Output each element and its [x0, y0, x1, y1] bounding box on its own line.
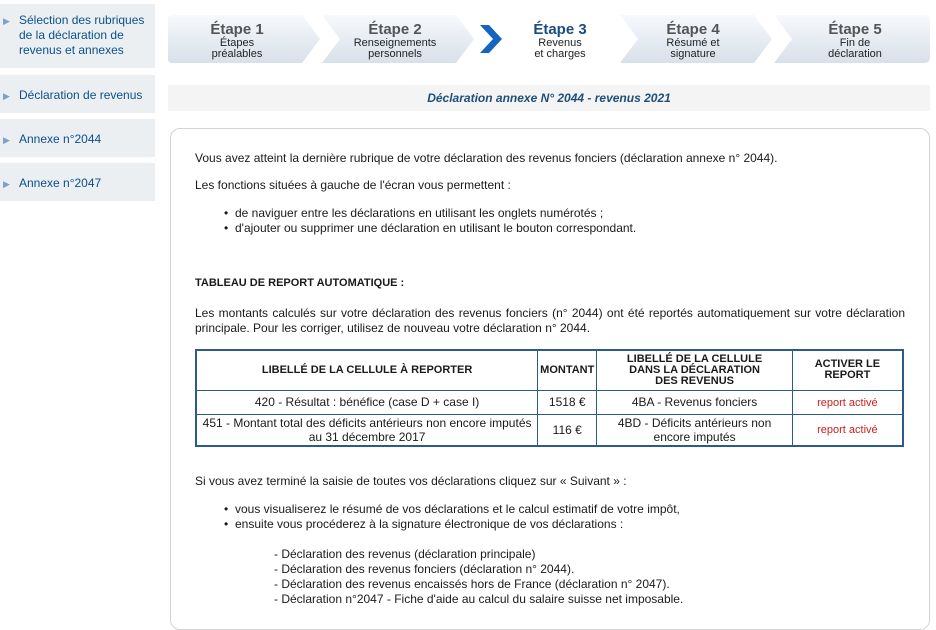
content-panel [170, 128, 930, 630]
step-number: Étape 3 [533, 21, 587, 38]
progress-steps [168, 12, 930, 66]
step-number: Étape 1 [210, 21, 264, 38]
cell-amount: 1518 € [538, 390, 597, 414]
list-item: • de naviguer entre les déclarations en utilisant les onglets numérotés ; [195, 206, 905, 221]
step-3-active [476, 15, 624, 63]
sidebar-item-label: Annexe n°2044 [19, 132, 102, 146]
list-item: - Déclaration des revenus (déclaration principale) [274, 547, 536, 561]
triangle-right-icon: ▶ [3, 135, 10, 145]
column-header-target [597, 350, 792, 390]
cell-action [792, 414, 903, 446]
cell-target: 4BD - Déficits antérieurs non encore imputés [597, 414, 792, 446]
triangle-right-icon: ▶ [3, 16, 10, 26]
sidebar-item-declaration-revenus[interactable] [0, 75, 155, 113]
step-label-line1: Fin de [839, 37, 871, 49]
step-number: Étape 4 [666, 21, 720, 38]
sidebar-item-label: Sélection des rubriques de la déclaration de revenus et annexes [19, 13, 145, 57]
sidebar-item-selection-rubriques[interactable] [0, 4, 155, 68]
list-item: • ensuite vous procéderez à la signature électronique de vos déclarations : [195, 517, 905, 532]
outro-text: Si vous avez terminé la saisie de toutes vos déclarations cliquez sur « Suivant » : [195, 474, 627, 488]
triangle-right-icon: ▶ [3, 91, 10, 101]
table-intro: Les montants calculés sur votre déclaration des revenus fonciers (n° 2044) ont été reportés automatiquement sur votre déclaration principale. Pour les corriger, utilisez de nouveau votre déclaration n° 2044. [195, 306, 905, 335]
column-header-line: LIBELLÉ DE LA CELLULE [626, 352, 763, 365]
table-header-row [196, 350, 903, 390]
step-label-line2: préalables [211, 48, 263, 60]
triangle-right-icon: ▶ [3, 179, 10, 189]
report-status-link[interactable]: report activé [817, 424, 878, 437]
step-number: Étape 2 [368, 21, 422, 38]
step-label-line1: Renseignements [353, 37, 437, 49]
list-item: • vous visualiserez le résumé de vos déclarations et le calcul estimatif de votre impôt, [195, 502, 905, 517]
column-header-line: DES REVENUS [655, 374, 734, 387]
step-number: Étape 5 [828, 21, 882, 38]
cell-amount: 116 € [538, 414, 597, 446]
page-title: Déclaration annexe N° 2044 - revenus 2021 [168, 85, 930, 111]
report-table [195, 349, 904, 447]
intro-text-2: Les fonctions situées à gauche de l'écran vous permettent : [195, 178, 511, 192]
sidebar-item-label: Déclaration de revenus [19, 88, 143, 102]
column-header: ACTIVER LE REPORT [792, 350, 903, 390]
step-label-line1: Résumé et [666, 37, 720, 49]
functions-list [195, 206, 905, 236]
column-header: MONTANT [538, 350, 597, 390]
list-item: - Déclaration des revenus encaissés hors de France (déclaration n° 2047). [274, 577, 670, 591]
column-header: LIBELLÉ DE LA CELLULE À REPORTER [196, 350, 538, 390]
step-label-line2: déclaration [828, 48, 882, 60]
sidebar-item-annexe-2044[interactable] [0, 119, 155, 157]
step-4 [620, 15, 772, 63]
table-row [196, 414, 903, 446]
report-status-link[interactable]: report activé [817, 396, 878, 409]
step-label-line1: Étapes [219, 37, 255, 49]
column-header-line: DANS LA DÉCLARATION [629, 363, 760, 376]
table-row [196, 390, 903, 414]
step-2 [322, 15, 474, 63]
step-1 [168, 15, 320, 63]
sidebar-item-label: Annexe n°2047 [19, 176, 102, 190]
cell-label: 420 - Résultat : bénéfice (case D + case I) [196, 390, 538, 414]
next-steps-list [195, 502, 905, 532]
step-label-line2: signature [670, 48, 716, 60]
cell-target: 4BA - Revenus fonciers [597, 390, 792, 414]
list-item: • d'ajouter ou supprimer une déclaration en utilisant le bouton correspondant. [195, 221, 905, 236]
step-label-line1: Revenus [538, 37, 582, 49]
declarations-list [274, 547, 683, 607]
step-label-line2: et charges [534, 48, 586, 60]
intro-text-1: Vous avez atteint la dernière rubrique de votre déclaration des revenus fonciers (déclaration annexe n° 2044). [195, 151, 778, 165]
list-item: - Déclaration des revenus fonciers (déclaration n° 2044). [274, 562, 575, 576]
sidebar-item-annexe-2047[interactable] [0, 163, 155, 201]
table-title: TABLEAU DE REPORT AUTOMATIQUE : [195, 277, 405, 289]
list-item: - Déclaration n°2047 - Fiche d'aide au calcul du salaire suisse net imposable. [274, 592, 684, 606]
step-5 [774, 15, 930, 63]
cell-label: 451 - Montant total des déficits antérieurs non encore imputés au 31 décembre 2017 [196, 414, 538, 446]
cell-action [792, 390, 903, 414]
step-label-line2: personnels [368, 48, 422, 60]
